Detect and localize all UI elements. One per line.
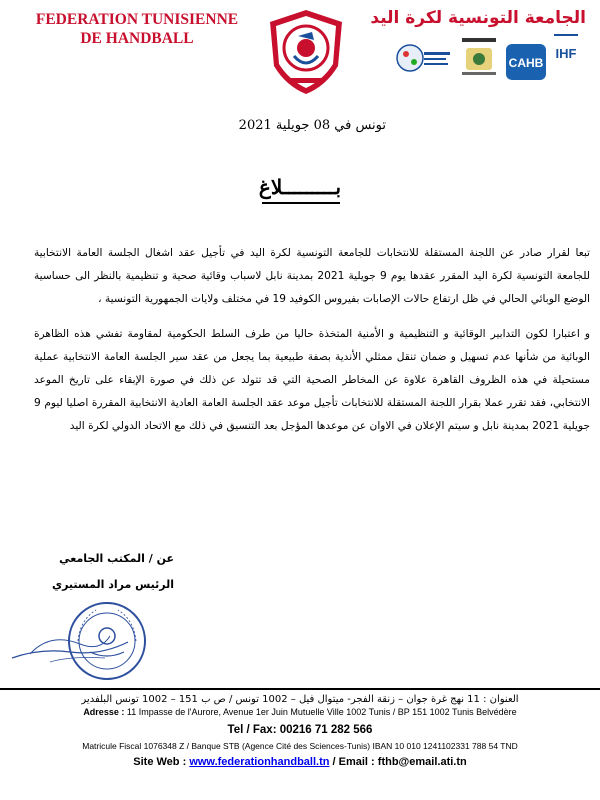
email-label: / Email : bbox=[332, 756, 375, 768]
footer-divider bbox=[0, 688, 600, 690]
document-date: تونس في 08 جويلية 2021 bbox=[238, 118, 386, 133]
federation-name-fr bbox=[22, 10, 252, 48]
email-address[interactable]: fthb@email.ati.tn bbox=[377, 756, 467, 768]
address-label: Adresse : bbox=[83, 707, 125, 717]
announcement-body bbox=[34, 242, 590, 450]
website-link[interactable]: www.federationhandball.tn bbox=[189, 756, 330, 768]
address-arabic: العنوان : 11 نهج غرة جوان – زنقة الفجر- ميتوال فيل – 1002 تونس / ص ب 151 – 1002 تونس البلفدير bbox=[81, 694, 519, 705]
federation-name-ar: الجامعة التونسية لكرة اليد bbox=[370, 8, 586, 28]
paragraph-2: و اعتبارا لكون التدابير الوقائية و التنظيمية و الأمنية المتخذة حاليا من طرف السلط الحكومية لمقاومة تفشي هذه الظاهرة الوبائية من شأنها عدم تسهيل و ضمان تنقل ممثلي الأندية بصفة طبيعية بما يجعل من عقد سير الجلسة العامة الانتخابية عملية مستحيلة في هذه الظروف القاهرة علاوة عن المخاطر الصحية التي قد تتولد عن ذلك في صورة الإبقاء على تاريخ الموعد الانتخابي، فقد تقرر عملا بقرار اللجنة المستقلة للانتخابات تأجيل موعد عقد الجلسة العامة العادية الانتخابية المقررة اصليا ليوم 9 جويلية 2021 بمدينة نابل و سيتم الإعلان في الاوان عن موعدها المؤجل بعد التنسيق في ذلك مع الاتحاد الدولي لكرة اليد bbox=[34, 328, 590, 432]
signature-line-2: الرئيس مراد المستيري bbox=[51, 578, 174, 591]
partner-logos bbox=[388, 32, 588, 88]
address-french bbox=[0, 706, 600, 718]
svg-text:IHF: IHF bbox=[555, 46, 577, 61]
federation-logo-icon bbox=[266, 8, 346, 96]
signature-line-1: عن / المكتب الجامعي bbox=[59, 552, 174, 565]
federation-name-fr-line2: DE HANDBALL bbox=[80, 30, 194, 47]
cahb-logo-icon bbox=[506, 44, 546, 80]
document-title: بـــــــــلاغ bbox=[258, 175, 342, 199]
site-label: Site Web : bbox=[133, 756, 187, 768]
website-line bbox=[0, 756, 600, 768]
ministere-logo-icon bbox=[458, 38, 500, 78]
footer bbox=[0, 694, 600, 768]
svg-text:CAHB: CAHB bbox=[508, 56, 544, 70]
address-value: 11 Impasse de l'Aurore, Avenue 1er Juin Mutuelle Ville 1002 Tunis / BP 151 1002 Tunis Belvédère bbox=[126, 707, 517, 717]
olympic-logo-icon bbox=[397, 45, 450, 71]
tel-fax: Tel / Fax: 00216 71 282 566 bbox=[227, 724, 373, 736]
matricule-fiscal: Matricule Fiscal 1076348 Z / Banque STB (Agence Cité des Sciences-Tunis) IBAN 10 010 1241102331 788 54 TND bbox=[82, 741, 518, 751]
signature-block bbox=[34, 546, 174, 598]
handwritten-signature-icon bbox=[10, 618, 130, 668]
title-underline bbox=[262, 202, 340, 204]
ihf-logo-icon bbox=[554, 34, 578, 61]
paragraph-1: تبعا لقرار صادر عن اللجنة المستقلة للانتخابات للجامعة التونسية لكرة اليد في تأجيل عقد اشغال الجلسة العامة الانتخابية للجامعة التونسية لكرة اليد المقرر عقدها يوم 9 جويلية 2021 بمدينة نابل لاسباب وقائية صحية و تنظيمية بالنظر الى حساسية الوضع الوبائي الحالي في ظل ارتفاع حالات الإصابات بفيروس الكوفيد 19 في مختلف ولايات الجمهورية التونسية ، bbox=[34, 247, 591, 305]
federation-name-fr-line1: FEDERATION TUNISIENNE bbox=[35, 11, 239, 28]
